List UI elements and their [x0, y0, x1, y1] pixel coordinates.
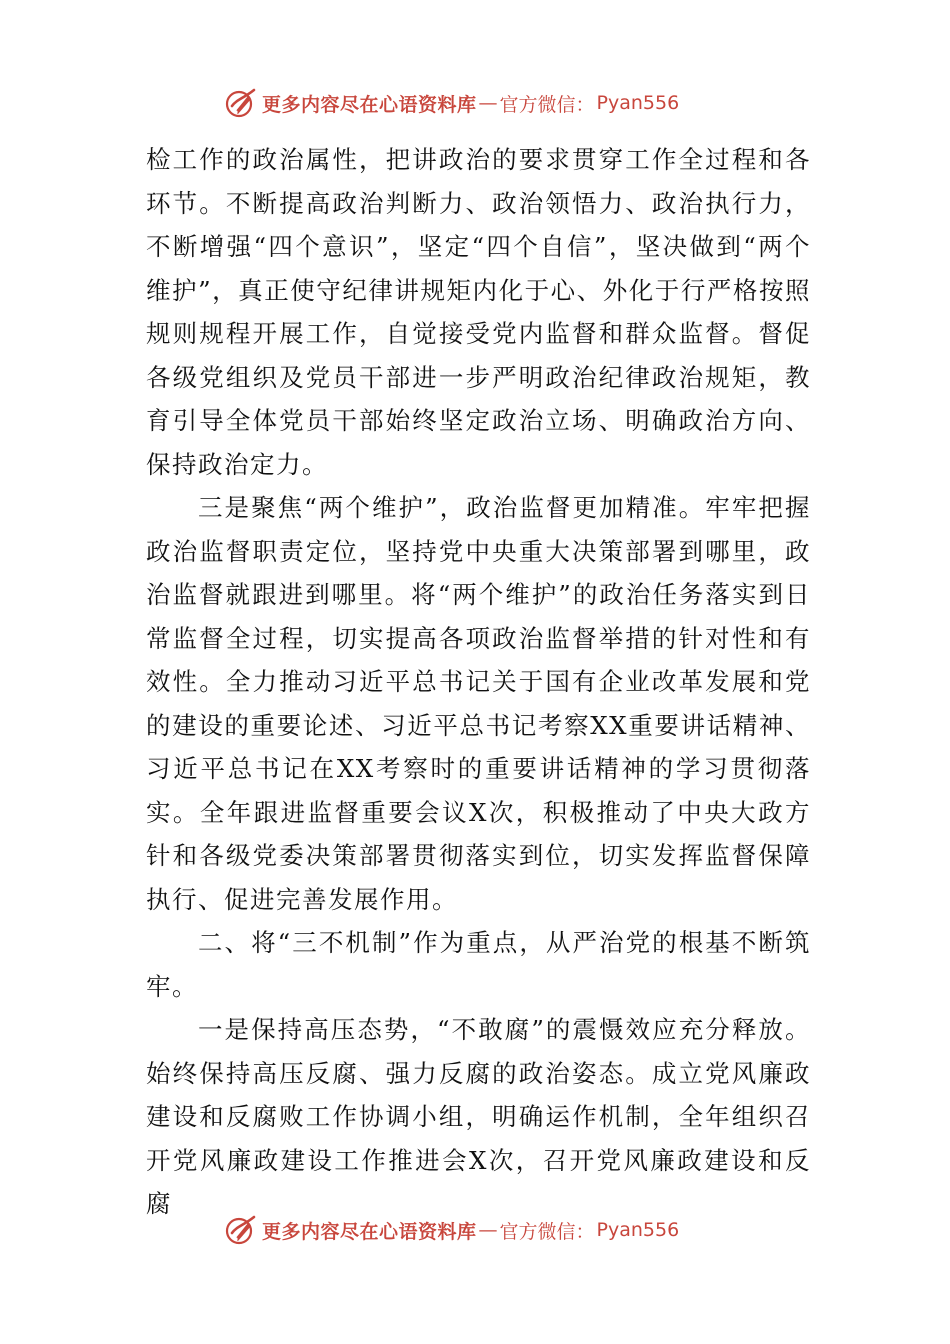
brand-text: 更多内容尽在心语资料库: [262, 1220, 477, 1243]
pen-nib-logo-icon: [224, 1213, 258, 1247]
official-wechat-label: 官方微信：: [499, 1220, 595, 1243]
wechat-handle: Pyan556: [596, 92, 680, 114]
separator-dash: —: [478, 1219, 498, 1241]
document-body: [146, 138, 811, 1226]
brand-text: 更多内容尽在心语资料库: [262, 93, 477, 116]
paragraph-political-attributes: 检工作的政治属性，把讲政治的要求贯穿工作全过程和各环节。不断提高政治判断力、政治领悟力、政治执行力，不断增强“四个意识”，坚定“四个自信”，坚决做到“两个维护”，真正使守纪律讲规矩内化于心、外化于行严格按照规则规程开展工作，自觉接受党内监督和群众监督。督促各级党组织及党员干部进一步严明政治纪律政治规矩，教育引导全体党员干部始终坚定政治立场、明确政治方向、保持政治定力。: [146, 145, 811, 479]
pen-nib-logo-icon: [224, 86, 258, 120]
wechat-handle: Pyan556: [596, 1219, 680, 1241]
header-watermark-banner: [224, 86, 679, 120]
footer-watermark-banner: [224, 1213, 679, 1247]
paragraph-two-safeguards: 三是聚焦“两个维护”，政治监督更加精准。牢牢把握政治监督职责定位，坚持党中央重大决策部署到哪里，政治监督就跟进到哪里。将“两个维护”的政治任务落实到日常监督全过程，切实提高各项政治监督举措的针对性和有效性。全力推动习近平总书记关于国有企业改革发展和党的建设的重要论述、习近平总书记考察XX重要讲话精神、习近平总书记在XX考察时的重要讲话精神的学习贯彻落实。全年跟进监督重要会议X次，积极推动了中央大政方针和各级党委决策部署贯彻落实到位，切实发挥监督保障执行、促进完善发展作用。: [146, 493, 811, 914]
separator-dash: —: [478, 92, 498, 114]
official-wechat-label: 官方微信：: [499, 93, 595, 116]
section-heading-three-no-mechanism: 二、将“三不机制”作为重点，从严治党的根基不断筑牢。: [146, 928, 811, 1001]
paragraph-high-pressure: 一是保持高压态势，“不敢腐”的震慑效应充分释放。始终保持高压反腐、强力反腐的政治姿态。成立党风廉政建设和反腐败工作协调小组，明确运作机制，全年组织召开党风廉政建设工作推进会X次，召开党风廉政建设和反腐: [146, 1015, 811, 1218]
